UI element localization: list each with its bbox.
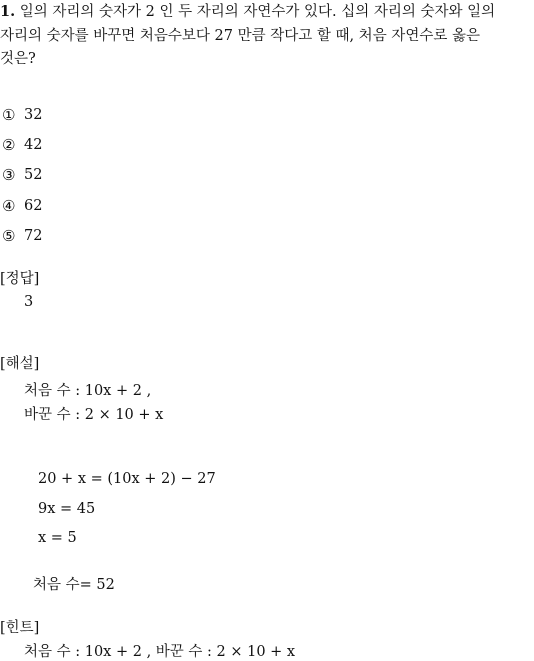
equation-2: 9x = 45 (38, 501, 96, 517)
question-line-2: 자리의 숫자를 바꾸면 처음수보다 27 만큼 작다고 할 때, 처음 자연수로 옳은 (0, 28, 480, 44)
choice-5[interactable] (2, 227, 42, 245)
explanation-line-2: 바꾼 수 : 2 × 10 + x (24, 407, 164, 423)
choice-1[interactable] (2, 106, 42, 124)
equation-1: 20 + x = (10x + 2) − 27 (38, 471, 216, 487)
question-text-1: 일의 자리의 숫자가 2 인 두 자리의 자연수가 있다. 십의 자리의 숫자와 일의 (19, 4, 496, 20)
question-line-3: 것은? (0, 51, 36, 67)
answer-label: [정답] (0, 271, 40, 287)
equation-3: x = 5 (38, 530, 77, 546)
choice-2[interactable] (2, 136, 42, 154)
choice-3[interactable] (2, 166, 42, 184)
choice-1-mark: ① (2, 106, 16, 124)
choice-4[interactable] (2, 197, 42, 215)
choice-2-mark: ② (2, 136, 16, 154)
explanation-label: [해설] (0, 356, 40, 372)
question-line-1 (0, 0, 495, 21)
choice-4-mark: ④ (2, 197, 16, 215)
choice-3-value: 52 (24, 167, 43, 183)
choice-1-value: 32 (24, 107, 43, 123)
choice-4-value: 62 (24, 198, 43, 214)
answer-value: 3 (24, 294, 34, 310)
choice-3-mark: ③ (2, 166, 16, 184)
hint-line-1: 처음 수 : 10x + 2 , 바꾼 수 : 2 × 10 + x (24, 644, 296, 660)
choice-2-value: 42 (24, 137, 43, 153)
explanation-result: 처음 수= 52 (33, 577, 115, 593)
question-number: 1. (0, 3, 16, 20)
hint-label: [힌트] (0, 620, 40, 636)
choice-5-value: 72 (24, 228, 43, 244)
explanation-line-1: 처음 수 : 10x + 2 , (24, 383, 152, 399)
choice-5-mark: ⑤ (2, 227, 16, 245)
